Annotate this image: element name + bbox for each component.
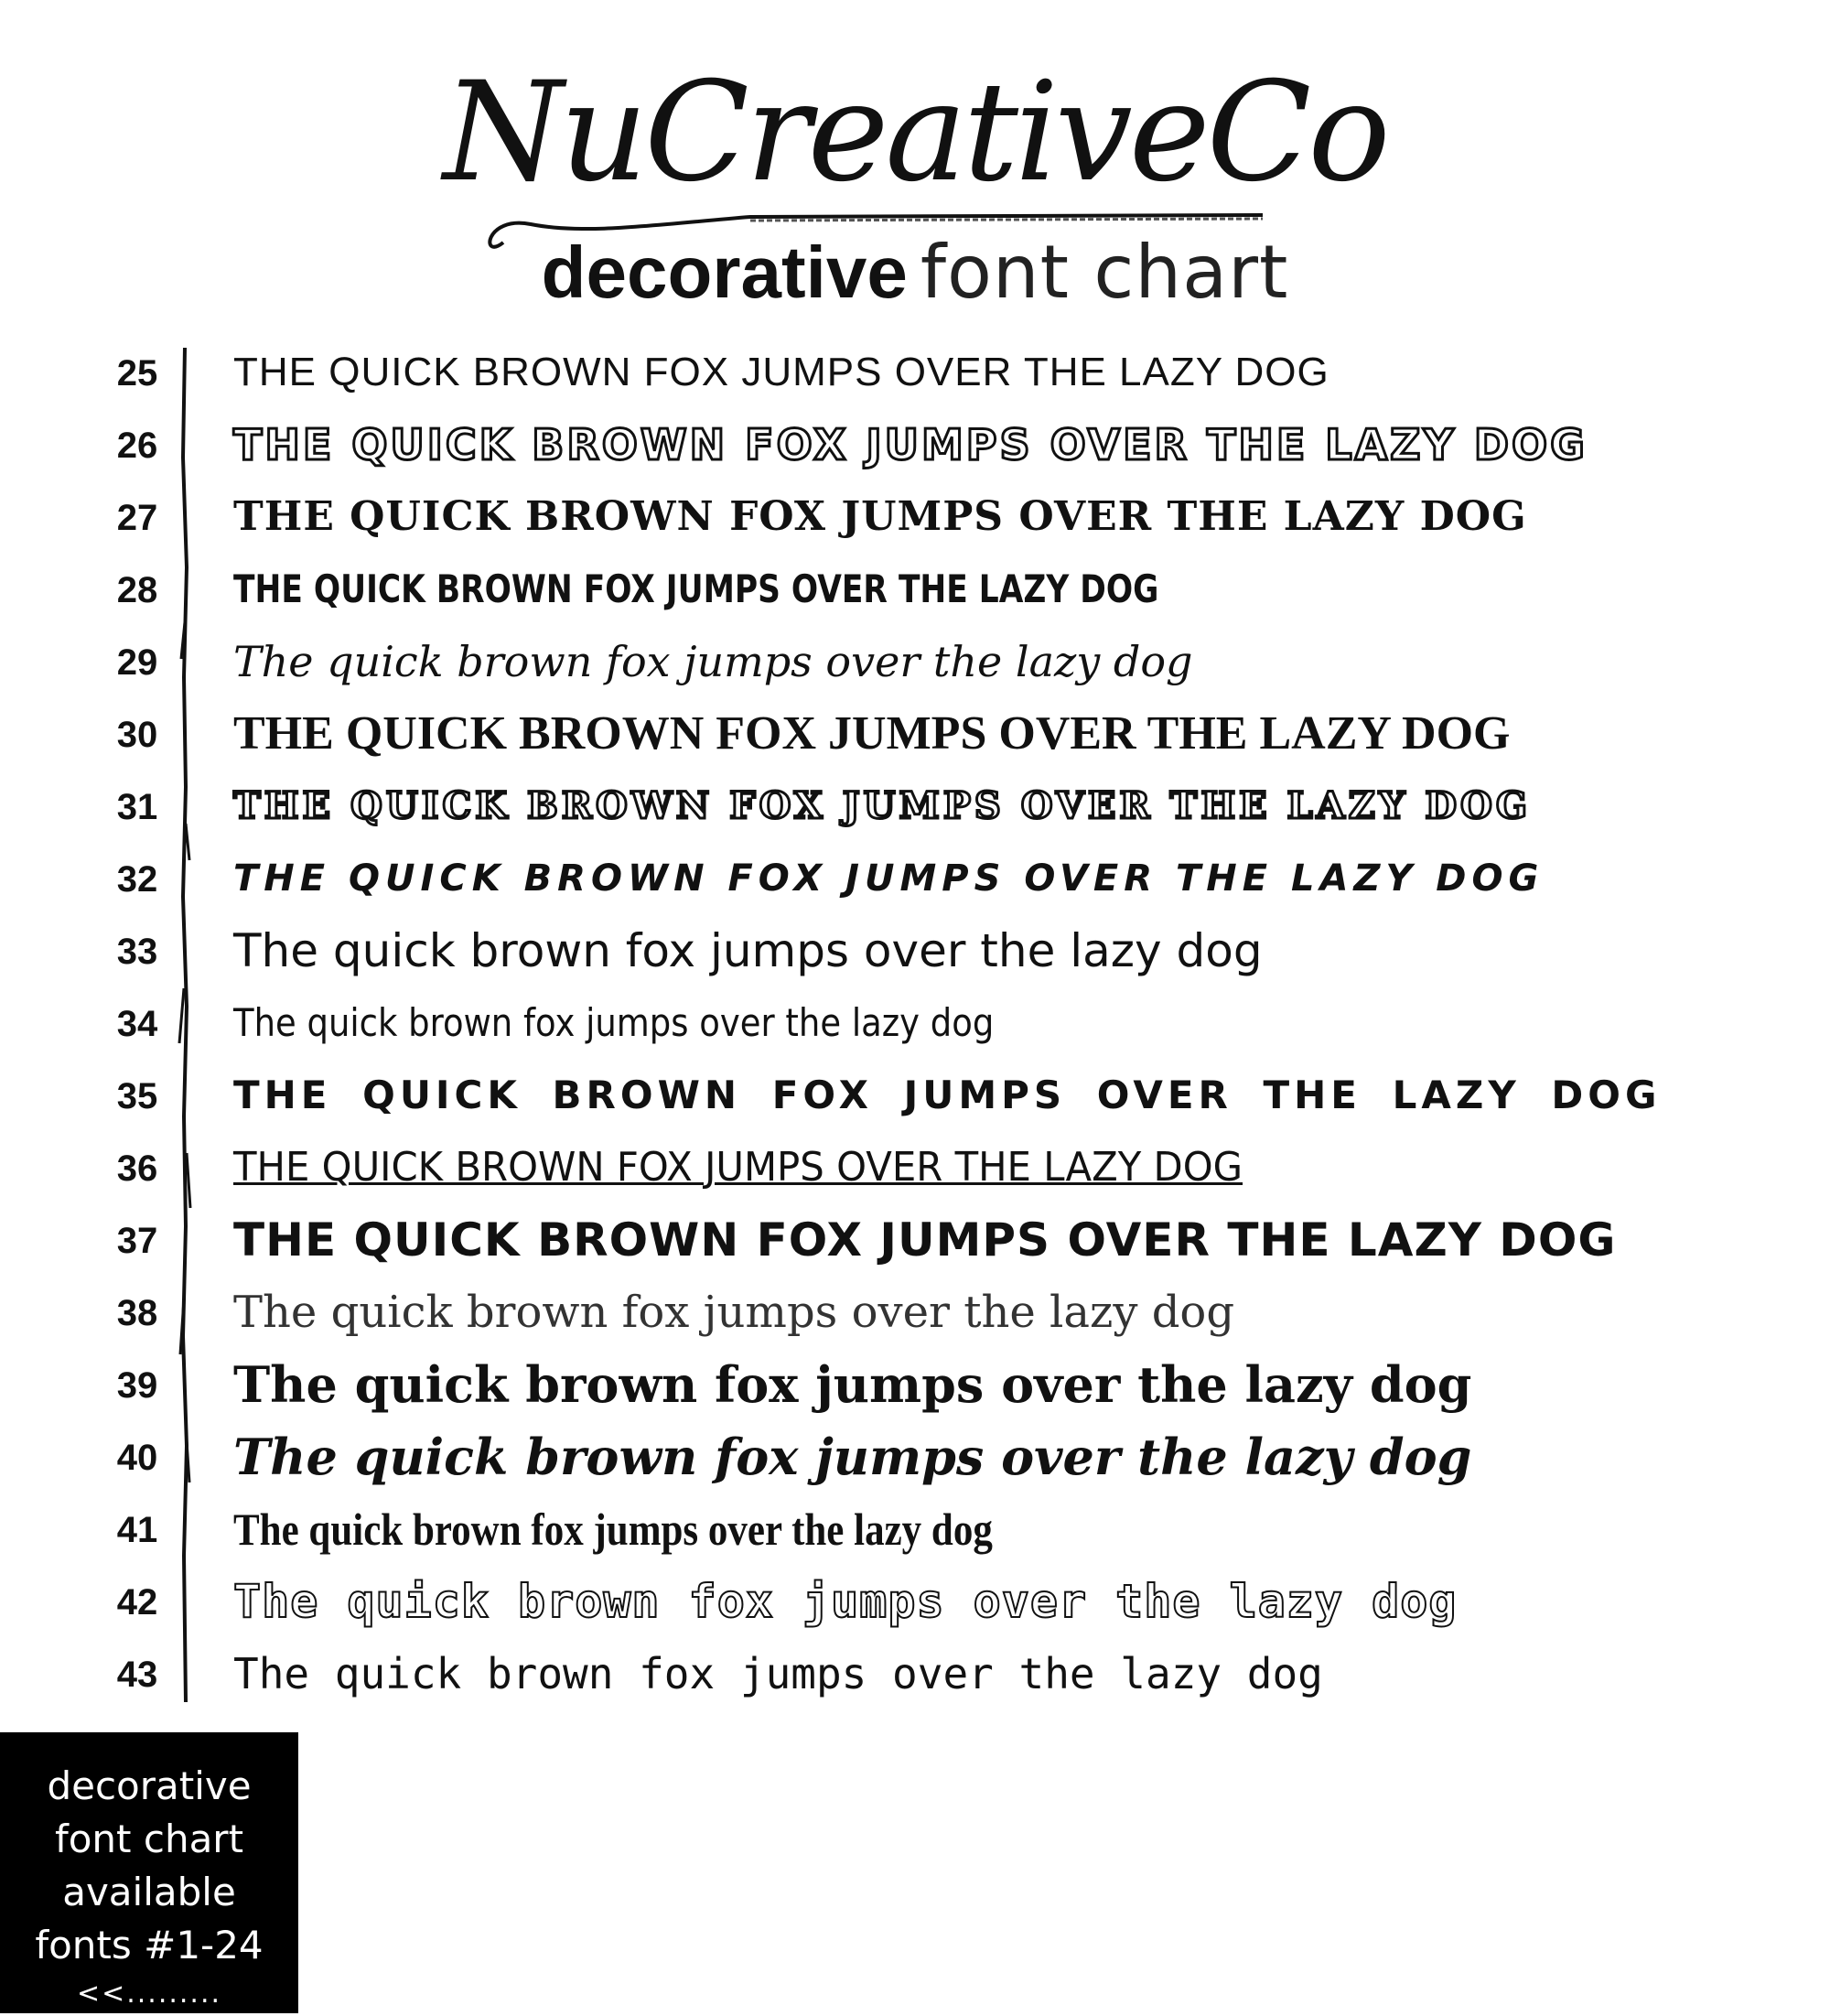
font-number: 33	[116, 932, 158, 972]
font-row-28	[0, 557, 1830, 629]
font-sample-text: THE QUICK BROWN FOX JUMPS OVER THE LAZY DOG	[233, 707, 1511, 760]
font-row-40	[0, 1425, 1830, 1496]
font-number: 35	[116, 1076, 158, 1116]
font-row-39	[0, 1353, 1830, 1424]
font-number: 38	[116, 1293, 158, 1333]
font-row-33	[0, 919, 1830, 990]
font-row-25	[0, 340, 1830, 412]
font-number: 36	[116, 1148, 158, 1189]
font-number: 43	[116, 1655, 158, 1695]
previous-chart-link[interactable]	[0, 1732, 298, 2013]
font-sample-text: The quick brown fox jumps over the lazy dog	[233, 1575, 1458, 1628]
nav-box-line: decorative	[47, 1763, 252, 1808]
nav-box-line: available	[62, 1870, 236, 1914]
font-sample-text: THE QUICK BROWN FOX JUMPS OVER THE LAZY DOG	[233, 566, 1159, 611]
back-arrow-icon: <<.........	[76, 1978, 222, 2010]
font-sample-text: THE QUICK BROWN FOX JUMPS OVER THE LAZY DOG	[233, 1213, 1617, 1267]
font-number: 25	[116, 353, 158, 393]
font-row-38	[0, 1280, 1830, 1352]
font-sample-text: The quick brown fox jumps over the lazy dog	[233, 1504, 993, 1555]
subtitle-light: font chart	[920, 230, 1289, 315]
font-row-30	[0, 702, 1830, 773]
font-sample-text: THE QUICK BROWN FOX JUMPS OVER THE LAZY DOG	[233, 493, 1527, 540]
font-sample-text: The quick brown fox jumps over the lazy dog	[233, 1000, 995, 1045]
brand-header	[0, 53, 1830, 212]
font-number: 42	[116, 1582, 158, 1623]
font-number: 29	[116, 642, 158, 683]
font-row-34	[0, 991, 1830, 1062]
font-sample-text: The quick brown fox jumps over the lazy dog	[233, 924, 1263, 977]
font-sample-text: The quick brown fox jumps over the lazy dog	[233, 637, 1193, 686]
font-row-32	[0, 846, 1830, 918]
font-row-43	[0, 1642, 1830, 1713]
font-number: 41	[116, 1510, 158, 1550]
font-sample-text: THE QUICK BROWN FOX JUMPS OVER THE LAZY DOG	[233, 1073, 1662, 1117]
font-sample-text: THE QUICK BROWN FOX JUMPS OVER THE LAZY DOG	[233, 350, 1329, 394]
font-number: 37	[116, 1221, 158, 1261]
font-row-35	[0, 1063, 1830, 1135]
font-sample-text: THE QUICK BROWN FOX JUMPS OVER THE LAZY DOG	[233, 1144, 1243, 1191]
font-sample-text: THE QUICK BROWN FOX JUMPS OVER THE LAZY DOG	[233, 784, 1532, 827]
font-row-27	[0, 485, 1830, 556]
subtitle-bold: decorative	[541, 232, 908, 313]
font-sample-text: The quick brown fox jumps over the lazy dog	[233, 1649, 1323, 1698]
page-subtitle	[0, 230, 1830, 315]
logo-text: NuCreativeCo	[443, 53, 1387, 212]
font-row-42	[0, 1569, 1830, 1641]
font-row-36	[0, 1136, 1830, 1207]
font-sample-text: THE QUICK BROWN FOX JUMPS OVER THE LAZY DOG	[233, 420, 1588, 469]
font-number: 28	[116, 570, 158, 610]
font-number: 39	[116, 1365, 158, 1406]
font-row-29	[0, 630, 1830, 701]
font-sample-text: THE QUICK BROWN FOX JUMPS OVER THE LAZY DOG	[233, 857, 1545, 900]
font-row-26	[0, 413, 1830, 484]
nav-box-line: font chart	[54, 1817, 244, 1861]
font-sample-text: The quick brown fox jumps over the lazy dog	[233, 1355, 1472, 1414]
font-number: 30	[116, 715, 158, 755]
font-row-37	[0, 1208, 1830, 1279]
brand-logo	[443, 53, 1387, 212]
font-sample-text: The quick brown fox jumps over the lazy dog	[233, 1428, 1472, 1486]
font-row-41	[0, 1497, 1830, 1569]
font-number: 32	[116, 859, 158, 900]
font-number: 31	[116, 787, 158, 827]
font-number: 26	[116, 426, 158, 466]
font-number: 40	[116, 1438, 158, 1478]
font-number: 34	[116, 1004, 158, 1044]
font-sample-text: The quick brown fox jumps over the lazy dog	[233, 1287, 1235, 1338]
font-number: 27	[116, 498, 158, 538]
nav-box-line: fonts #1-24	[35, 1923, 264, 1967]
font-row-31	[0, 774, 1830, 846]
